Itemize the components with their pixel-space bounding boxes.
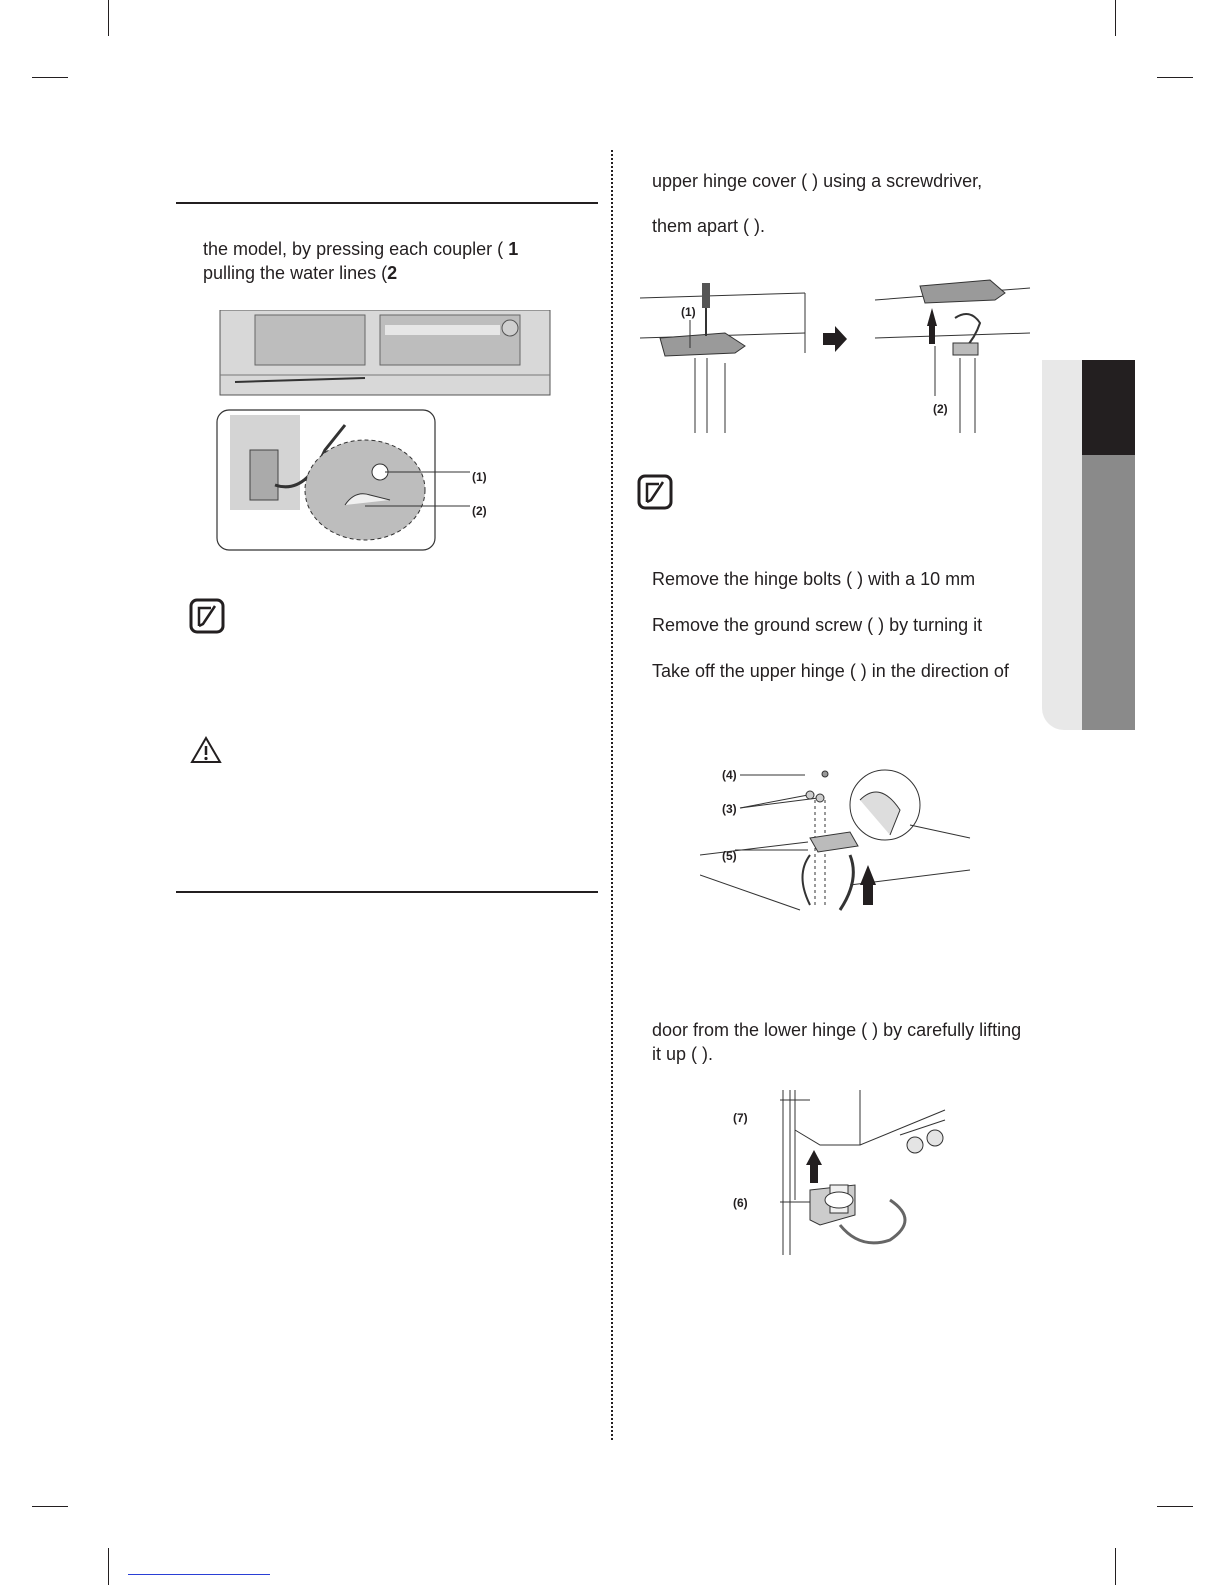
crop-mark <box>32 77 68 78</box>
footer-link-underline <box>128 1574 270 1575</box>
right-step-line: it up ( ). <box>652 1044 714 1064</box>
water-line-figure <box>215 310 555 560</box>
side-tab-inactive <box>1082 455 1135 730</box>
figure-callout: (7) <box>733 1111 748 1125</box>
figure-callout: (4) <box>722 768 737 782</box>
crop-mark <box>1115 1548 1116 1585</box>
right-step-line: Remove the hinge bolts ( ) with a 10 mm <box>652 569 976 589</box>
right-step-line: door from the lower hinge ( ) by carefully lifting <box>652 1020 1022 1040</box>
step-text-line2: pulling the water lines (2 <box>203 263 398 283</box>
figure-callout: (1) <box>472 470 487 484</box>
crop-mark <box>1157 1506 1193 1507</box>
note-icon <box>637 474 673 510</box>
right-step-line: them apart ( ). <box>652 216 766 236</box>
right-step-line: Remove the ground screw ( ) by turning it <box>652 615 983 635</box>
note-icon <box>189 598 225 634</box>
lower-hinge-figure <box>740 1090 960 1260</box>
figure-callout: (6) <box>733 1196 748 1210</box>
upper-hinge-figure <box>700 760 975 940</box>
side-tab-background <box>1042 360 1082 730</box>
figure-callout: (3) <box>722 802 737 816</box>
crop-mark <box>32 1506 68 1507</box>
side-tab-active <box>1082 360 1135 455</box>
crop-mark <box>108 0 109 36</box>
hinge-cover-figure <box>635 278 1035 438</box>
figure-callout: (1) <box>681 305 696 319</box>
crop-mark <box>1115 0 1116 36</box>
section-rule-top <box>176 202 598 204</box>
figure-callout: (2) <box>472 504 487 518</box>
step-text-line1: the model, by pressing each coupler ( 1 <box>203 239 519 259</box>
crop-mark <box>1157 77 1193 78</box>
right-step-line: upper hinge cover ( ) using a screwdriver, <box>652 171 983 191</box>
crop-mark <box>108 1548 109 1585</box>
section-rule-bottom <box>176 891 598 893</box>
column-divider <box>611 150 613 1440</box>
right-step-line: Take off the upper hinge ( ) in the direction of <box>652 661 1009 681</box>
caution-icon <box>190 736 222 764</box>
figure-callout: (5) <box>722 849 737 863</box>
figure-callout: (2) <box>933 402 948 416</box>
